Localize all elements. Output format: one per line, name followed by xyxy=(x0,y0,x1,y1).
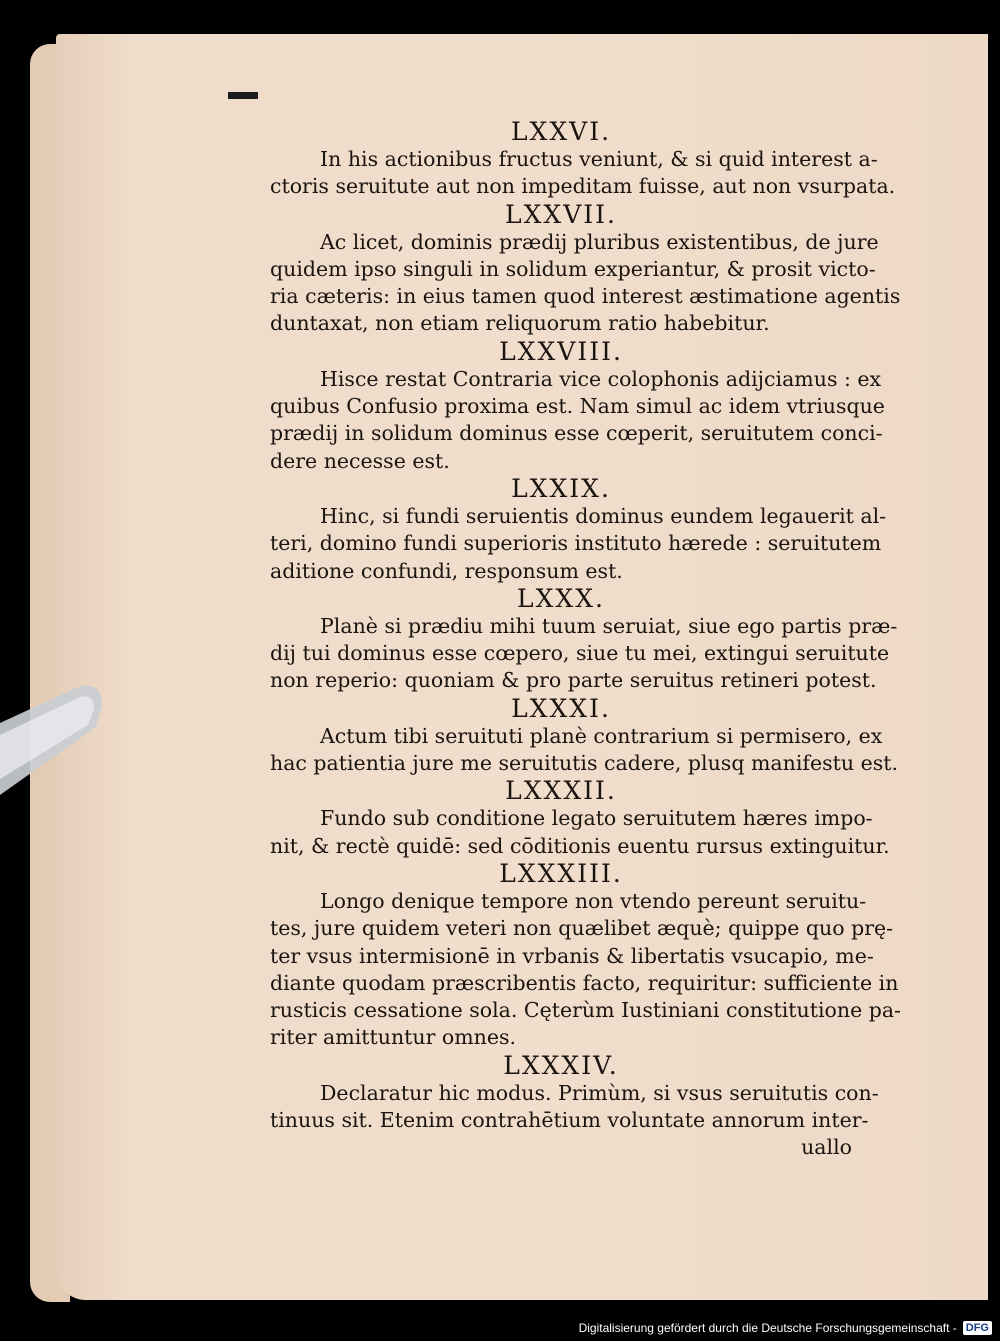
text-line: teri, domino fundi superioris instituto hærede : seruitutem xyxy=(270,531,882,556)
ink-mark xyxy=(228,92,258,99)
section-heading: LXXVIII. xyxy=(499,336,623,366)
text-line: dij tui dominus esse cœpero, siue tu mei, extingui seruitute xyxy=(270,641,890,666)
section-heading: LXXVII. xyxy=(505,199,617,229)
text-line: Fundo sub conditione legato seruitutem hæres impo- xyxy=(320,806,873,831)
section-heading: LXXX. xyxy=(517,583,605,613)
text-line: prædij in solidum dominus esse cœperit, seruitutem conci- xyxy=(270,421,883,446)
text-line: ctoris seruitute aut non impeditam fuisse, aut non vsurpata. xyxy=(270,174,896,199)
text-line: Ac licet, dominis prædij pluribus existentibus, de jure xyxy=(320,229,879,254)
footer-text: Digitalisierung gefördert durch die Deutsche Forschungsgemeinschaft - xyxy=(578,1321,957,1335)
text-line: ria cæteris: in eius tamen quod interest æstimatione agentis xyxy=(270,284,901,309)
text-line: Longo denique tempore non vtendo pereunt seruitu- xyxy=(320,888,867,913)
text-line: diante quodam præscribentis facto, requiritur: sufficiente in xyxy=(270,970,899,995)
section-heading: LXXXIII. xyxy=(499,858,623,888)
text-line: tinuus sit. Etenim contrahētium voluntate annorum inter- xyxy=(270,1108,869,1133)
text-line: Hinc, si fundi seruientis dominus eundem legauerit al- xyxy=(320,503,887,528)
text-line: tes, jure quidem veteri non quælibet æquè; quippe quo prę- xyxy=(270,916,894,941)
text-line: Declaratur hic modus. Primùm, si vsus seruitutis con- xyxy=(320,1080,879,1105)
glass-weight-clip xyxy=(0,683,104,795)
text-line: aditione confundi, responsum est. xyxy=(270,558,623,583)
text-line: In his actionibus fructus veniunt, & si quid interest a- xyxy=(320,147,878,171)
page-text xyxy=(270,117,901,1162)
text-line: quidem ipso singuli in solidum experiantur, & prosit victo- xyxy=(270,256,876,281)
text-line: riter amittuntur omnes. xyxy=(270,1025,517,1050)
dfg-logo: DFG xyxy=(963,1321,992,1335)
text-line: duntaxat, non etiam reliquorum ratio habebitur. xyxy=(270,311,770,336)
section-heading: LXXXI. xyxy=(511,693,611,723)
section-heading: LXXXIV. xyxy=(503,1050,619,1080)
text-line: Planè si prædiu mihi tuum seruiat, siue ego partis præ- xyxy=(320,613,898,638)
text-line: ter vsus intermisionē in vrbanis & libertatis vsucapio, me- xyxy=(270,943,874,968)
text-line: rusticis cessatione sola. Cęterùm Iustiniani constitutione pa- xyxy=(270,998,901,1023)
section-heading: LXXXII. xyxy=(505,776,617,806)
text-line: hac patientia jure me seruitutis cadere, plusq manifestu est. xyxy=(270,751,898,776)
text-line: Hisce restat Contraria vice colophonis adijciamus : ex xyxy=(320,366,882,391)
text-line: nit, & rectè quidē: sed cōditionis euentu rursus extinguitur. xyxy=(270,833,890,858)
section-heading: LXXVI. xyxy=(510,117,612,146)
footer xyxy=(579,1319,992,1337)
text-line: Actum tibi seruituti planè contrarium si permisero, ex xyxy=(320,723,883,748)
catchword: uallo xyxy=(801,1135,852,1160)
text-line: dere necesse est. xyxy=(270,448,450,473)
text-line: non reperio: quoniam & pro parte seruitus retineri potest. xyxy=(270,668,877,693)
section-heading: LXXIX. xyxy=(511,473,611,503)
text-line: quibus Confusio proxima est. Nam simul ac idem vtriusque xyxy=(270,394,885,419)
